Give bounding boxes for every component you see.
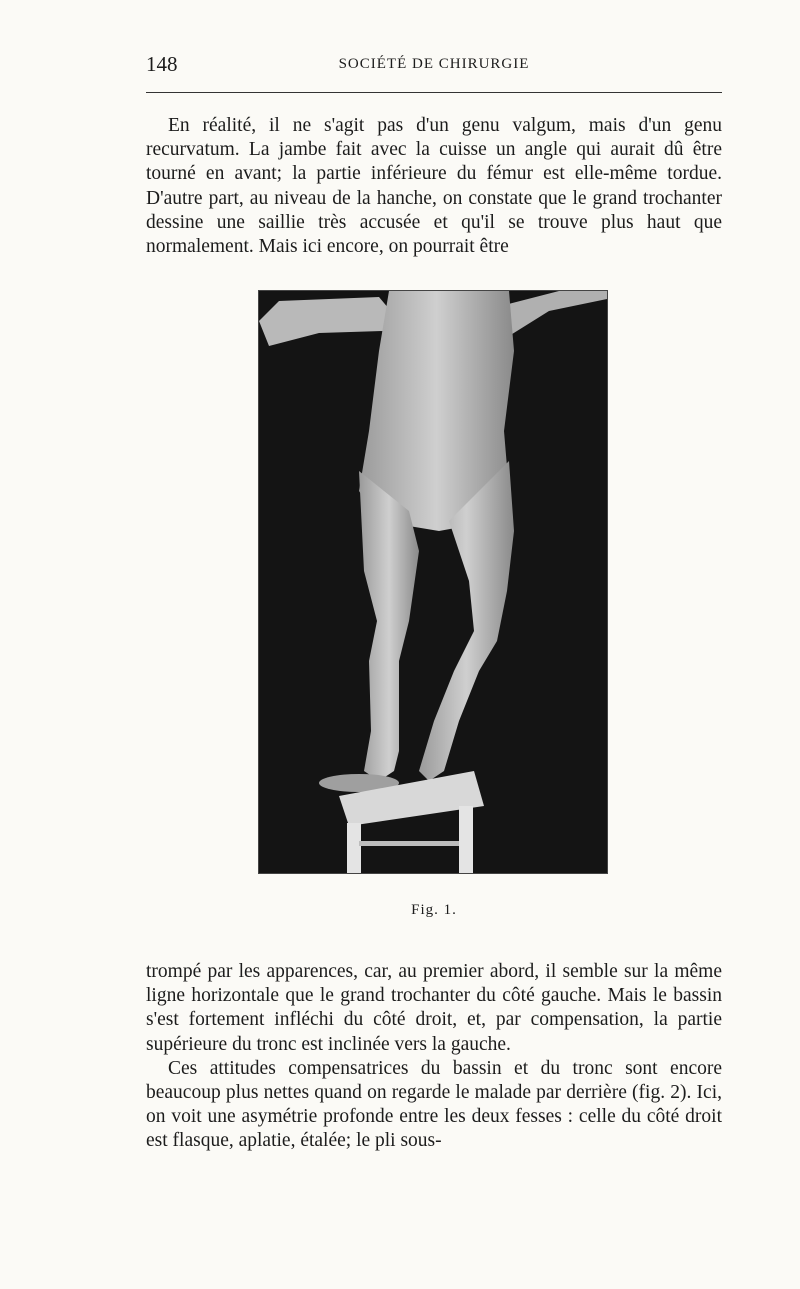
figure-photograph [258,290,608,874]
body-text-top [146,114,722,259]
figure-caption: Fig. 1. [411,902,457,918]
paragraph-top: En réalité, il ne s'agit pas d'un genu valgum, mais d'un genu recurvatum. La jambe fait avec la cuisse un angle qui aurait dû être tourné en avant; la partie inférieure du fémur est elle-même tordue. D'autre part, au niveau de la hanche, on constate que le grand trochanter dessine une saillie très accusée et qu'il se trouve plus haut que normalement. Mais ici encore, on pourrait être [146,115,722,258]
running-title: SOCIÉTÉ DE CHIRURGIE [338,56,530,72]
stool-leg-left [347,823,361,873]
stool-leg-right [459,806,473,873]
patient-photo [259,291,607,873]
stool-rung [359,841,459,846]
body-text-bottom [146,960,722,1154]
paragraph-bottom-2: Ces attitudes compensatrices du bassin et du tronc sont encore beaucoup plus nettes quand on regarde le malade par derrière (fig. 2). Ici, on voit une asymétrie profonde entre les deux fesses : celle du côté droit est flasque, aplatie, étalée; le pli sous- [146,1057,722,1152]
paragraph-bottom-1: trompé par les apparences, car, au premier abord, il semble sur la même ligne horizontale que le grand trochanter du côté gauche. Mais le bassin s'est fortement infléchi du côté droit, et, par compensation, la partie supérieure du tronc est inclinée vers la gauche. [146,961,722,1055]
header-rule [146,92,722,93]
page-number: 148 [146,52,178,76]
page-header [146,52,722,82]
